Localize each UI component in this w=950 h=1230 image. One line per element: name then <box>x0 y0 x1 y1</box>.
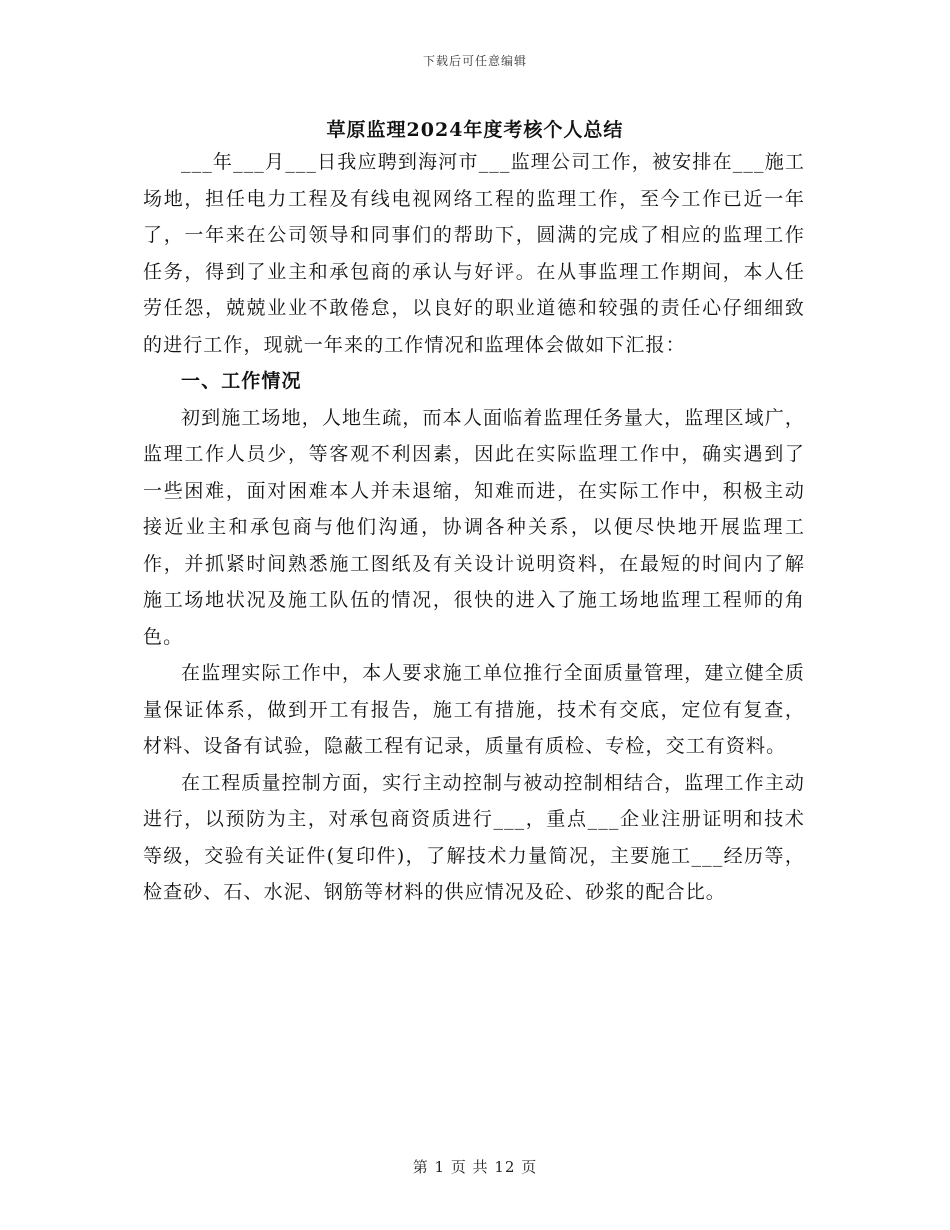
document-body <box>143 144 805 911</box>
header-note: 下载后可任意编辑 <box>422 54 527 68</box>
page-number: 第 1 页 共 12 页 <box>412 1158 538 1176</box>
paragraph-quality-management: 在监理实际工作中，本人要求施工单位推行全面质量管理，建立健全质量保证体系，做到开工有报告，施工有措施，技术有交底，定位有复查，材料、设备有试验，隐蔽工程有记录，质量有质检、专检，交工有资料。 <box>143 662 805 757</box>
paragraph-intro: ___年___月___日我应聘到海河市___监理公司工作，被安排在___施工场地，担任电力工程及有线电视网络工程的监理工作，至今工作已近一年了，一年来在公司领导和同事们的帮助下，圆满的完成了相应的监理工作任务，得到了业主和承包商的承认与好评。在从事监理工作期间，本人任劳任怨，兢兢业业不敢倦怠，以良好的职业道德和较强的责任心仔细细致的进行工作，现就一年来的工作情况和监理体会做如下汇报： <box>143 151 805 356</box>
section-heading-work-situation: 一、工作情况 <box>181 370 302 392</box>
document-title: 草原监理2024年度考核个人总结 <box>326 119 624 141</box>
paragraph-quality-control: 在工程质量控制方面，实行主动控制与被动控制相结合，监理工作主动进行，以预防为主，对承包商资质进行___，重点___企业注册证明和技术等级，交验有关证件(复印件)，了解技术力量简况，主要施工___经历等，检查砂、石、水泥、钢筋等材料的供应情况及砼、砂浆的配合比。 <box>143 771 805 903</box>
paragraph-work-start: 初到施工场地，人地生疏，而本人面临着监理任务量大，监理区域广，监理工作人员少，等客观不利因素，因此在实际监理工作中，确实遇到了一些困难，面对困难本人并未退缩，知难而进，在实际工作中，积极主动接近业主和承包商与他们沟通，协调各种关系，以便尽快地开展监理工作，并抓紧时间熟悉施工图纸及有关设计说明资料，在最短的时间内了解施工场地状况及施工队伍的情况，很快的进入了施工场地监理工程师的角色。 <box>143 406 805 648</box>
